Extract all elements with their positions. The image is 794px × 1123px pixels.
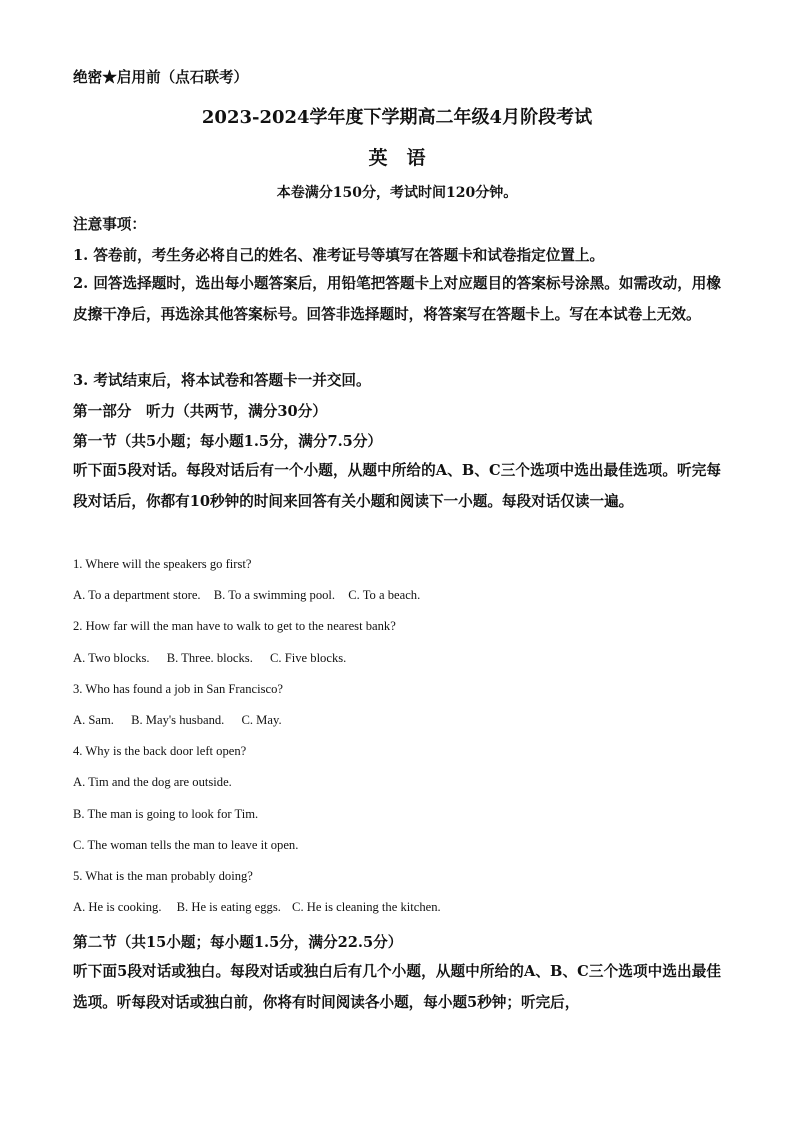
- section2-instructions: 听下面5段对话或独白。每段对话或独白后有几个小题，从题中所给的A、B、C三个选项中选出最佳选项。听每段对话或独白前，你将有时间阅读各小题，每小题5秒钟；听完后，: [73, 963, 721, 1011]
- part1-heading: 第一部分 听力（共两节，满分30分）: [73, 403, 327, 420]
- option-a: A. Two blocks.: [73, 651, 150, 665]
- question-4-option-c: C. The woman tells the man to leave it open.: [73, 838, 299, 852]
- question-1-options: [73, 588, 724, 603]
- option-a: A. Sam.: [73, 713, 114, 727]
- notes-heading: 注意事项：: [73, 216, 146, 233]
- option-c: C. Five blocks.: [270, 651, 347, 665]
- section1-instructions: 听下面5段对话。每段对话后有一个小题，从题中所给的A、B、C三个选项中选出最佳选项。听完每段对话后，你都有10秒钟的时间来回答有关小题和阅读下一小题。每段对话仅读一遍。: [73, 462, 721, 510]
- section2-heading: 第二节（共15小题；每小题1.5分，满分22.5分）: [73, 934, 403, 951]
- question-5-options: [73, 900, 724, 915]
- score-time-note: 本卷满分150分，考试时间120分钟。: [276, 185, 518, 201]
- note-3: 3. 考试结束后，将本试卷和答题卡一并交回。: [73, 372, 371, 389]
- question-4: 4. Why is the back door left open?: [73, 744, 247, 758]
- option-b: B. Three. blocks.: [166, 651, 253, 665]
- option-a: A. He is cooking.: [73, 900, 162, 914]
- option-c: C. To a beach.: [348, 588, 421, 602]
- question-2: 2. How far will the man have to walk to get to the nearest bank?: [73, 619, 396, 633]
- exam-title: 2023-2024学年度下学期高二年级4月阶段考试: [201, 107, 593, 128]
- question-3-options: [73, 713, 724, 728]
- question-2-options: [73, 651, 724, 666]
- subject-title: 英 语: [368, 147, 426, 169]
- option-c: C. May.: [241, 713, 282, 727]
- question-4-option-b: B. The man is going to look for Tim.: [73, 807, 259, 821]
- option-a: A. To a department store.: [73, 588, 201, 602]
- section1-heading: 第一节（共5小题；每小题1.5分，满分7.5分）: [73, 433, 383, 450]
- question-4-option-a: A. Tim and the dog are outside.: [73, 775, 232, 789]
- question-5: 5. What is the man probably doing?: [73, 869, 253, 883]
- option-b: B. To a swimming pool.: [213, 588, 336, 602]
- option-b: B. He is eating eggs.: [176, 900, 281, 914]
- option-b: B. May's husband.: [131, 713, 225, 727]
- question-1: 1. Where will the speakers go first?: [73, 557, 252, 571]
- question-3: 3. Who has found a job in San Francisco?: [73, 682, 283, 696]
- option-c: C. He is cleaning the kitchen.: [292, 900, 441, 914]
- confidential-label: 绝密★启用前（点石联考）: [73, 69, 249, 86]
- note-1: 1. 答卷前，考生务必将自己的姓名、准考证号等填写在答题卡和试卷指定位置上。: [73, 247, 605, 264]
- note-2: 2. 回答选择题时，选出每小题答案后，用铅笔把答题卡上对应题目的答案标号涂黑。如需改动，用橡皮擦干净后，再选涂其他答案标号。回答非选择题时，将答案写在答题卡上。写在本试卷上无效。: [73, 275, 721, 323]
